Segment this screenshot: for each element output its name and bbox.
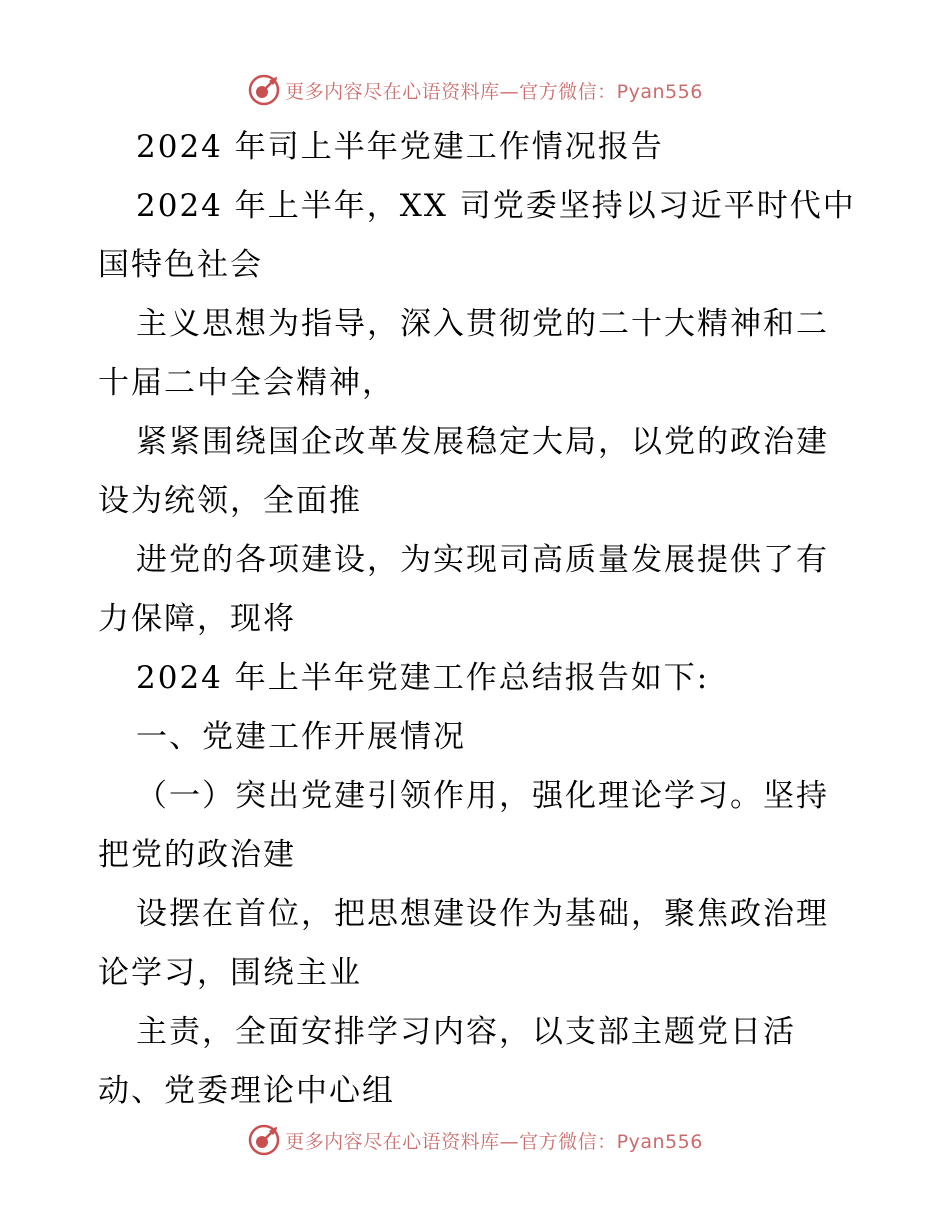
text-line: （一）突出党建引领作用，强化理论学习。坚持 <box>136 778 829 814</box>
text-line: 主责，全面安排学习内容，以支部主题党日活 <box>136 1014 796 1050</box>
text-line: 十届二中全会精神， <box>98 365 395 401</box>
quill-seal-logo-icon <box>247 1123 281 1157</box>
text-line: 国特色社会 <box>98 247 263 283</box>
footer-watermark-banner <box>0 1120 950 1160</box>
text-line: 2024 年上半年，XX 司党委坚持以习近平时代中 <box>136 188 856 224</box>
text-line: 设为统领，全面推 <box>98 483 362 519</box>
watermark-text: 更多内容尽在心语资料库—官方微信：Pyan556 <box>285 80 703 103</box>
document-body <box>98 118 858 1121</box>
header-watermark-banner <box>0 70 950 110</box>
text-line: 主义思想为指导，深入贯彻党的二十大精神和二 <box>136 306 829 342</box>
text-line: 把党的政治建 <box>98 837 296 873</box>
text-line: 动、党委理论中心组 <box>98 1073 395 1109</box>
text-line: 2024 年司上半年党建工作情况报告 <box>136 129 664 165</box>
watermark-text: 更多内容尽在心语资料库—官方微信：Pyan556 <box>285 1130 703 1153</box>
text-line: 力保障，现将 <box>98 601 296 637</box>
text-line: 进党的各项建设，为实现司高质量发展提供了有 <box>136 542 829 578</box>
text-line: 紧紧围绕国企改革发展稳定大局，以党的政治建 <box>136 424 829 460</box>
text-line: 设摆在首位，把思想建设作为基础，聚焦政治理 <box>136 896 829 932</box>
text-line: 2024 年上半年党建工作总结报告如下: <box>136 660 710 696</box>
section-heading: 一、党建工作开展情况 <box>136 719 466 755</box>
text-line: 论学习，围绕主业 <box>98 955 362 991</box>
quill-seal-logo-icon <box>247 73 281 107</box>
